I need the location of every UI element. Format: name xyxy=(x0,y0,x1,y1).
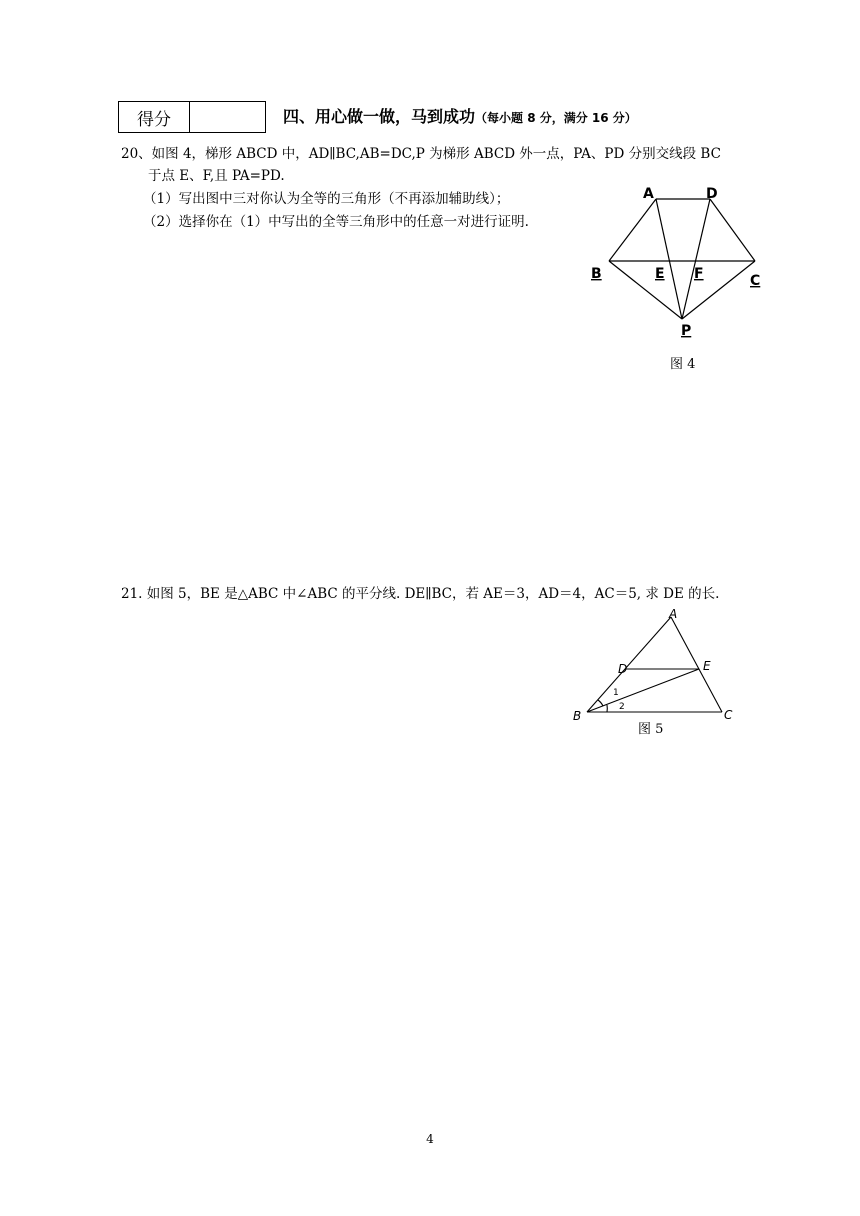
label-F: F xyxy=(694,266,704,282)
label-D: D xyxy=(706,186,718,202)
label-P: P xyxy=(681,323,692,339)
figure-5-lines xyxy=(587,617,722,712)
segment-BE xyxy=(587,669,699,712)
score-label: 得分 xyxy=(119,102,190,132)
score-value-field xyxy=(190,102,265,132)
q20-line1: 20、如图 4，梯形 ABCD 中，AD∥BC,AB=DC,P 为梯形 ABCD 外一点，PA、PD 分别交线段 BC xyxy=(121,146,721,162)
label-E: E xyxy=(655,266,665,282)
segment-AB xyxy=(587,617,671,712)
q20-sub1: （1）写出图中三对你认为全等的三角形（不再添加辅助线）； xyxy=(143,191,510,207)
label-B: B xyxy=(591,266,602,282)
figure-5-diagram xyxy=(565,608,745,728)
section-note: （每小题 8 分，满分 16 分） xyxy=(475,111,637,125)
score-box xyxy=(118,101,266,133)
label-angle-2: 2 xyxy=(619,702,625,712)
label-A: A xyxy=(643,186,654,202)
label-C: C xyxy=(724,708,733,722)
q20-line2: 于点 E、F,且 PA=PD. xyxy=(148,168,285,184)
segment-DP xyxy=(682,199,710,319)
label-B: B xyxy=(573,709,582,723)
figure-4-diagram xyxy=(585,182,775,340)
figure-4-lines xyxy=(609,199,755,319)
segment-DC xyxy=(710,199,755,261)
q21-line1: 21. 如图 5，BE 是△ABC 中∠ABC 的平分线. DE∥BC，若 AE＝3，AD＝4，AC＝5, 求 DE 的长. xyxy=(121,586,720,602)
label-D: D xyxy=(618,662,628,676)
label-A: A xyxy=(669,608,678,621)
figure-4-caption: 图 4 xyxy=(670,357,696,372)
segment-AB xyxy=(609,199,656,261)
angle-arc-1 xyxy=(598,700,603,706)
section-title-text: 四、用心做一做，马到成功 xyxy=(283,107,476,126)
figure-5-caption: 图 5 xyxy=(638,722,664,737)
section-title xyxy=(283,104,637,127)
label-angle-1: 1 xyxy=(613,688,619,698)
label-E: E xyxy=(703,659,711,673)
label-C: C xyxy=(750,273,761,289)
segment-AC xyxy=(671,617,722,712)
page-number: 4 xyxy=(426,1132,434,1146)
q20-sub2: （2）选择你在（1）中写出的全等三角形中的任意一对进行证明. xyxy=(143,214,529,230)
